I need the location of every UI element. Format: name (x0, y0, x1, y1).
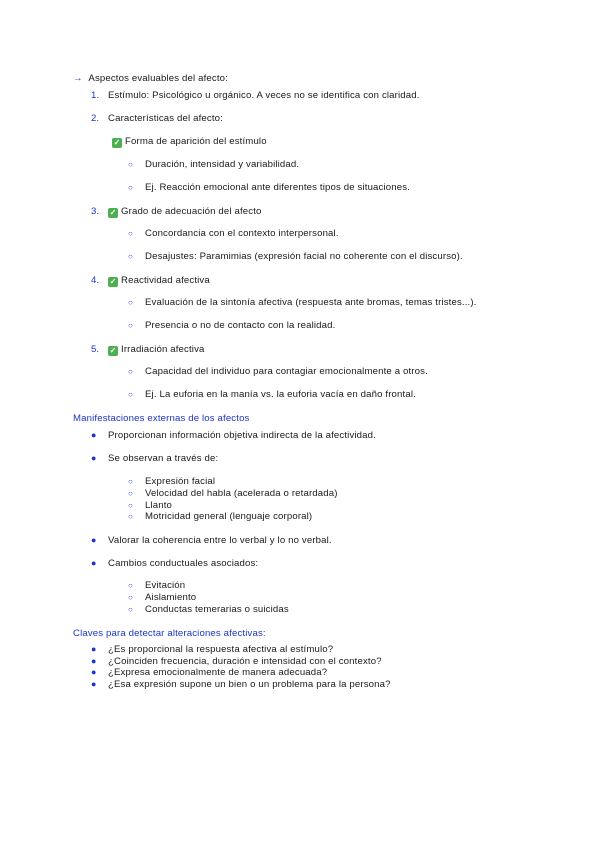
circle-bullet-icon: ○ (128, 321, 133, 330)
sub-item: Capacidad del individuo para contagiar emocionalmente a otros. (145, 366, 428, 377)
bullet-icon: ● (91, 656, 97, 666)
bullet-icon: ● (91, 535, 97, 545)
section-header (73, 73, 228, 84)
circle-bullet-icon: ○ (128, 183, 133, 192)
bullet-item: ¿Esa expresión supone un bien o un problema para la persona? (108, 679, 391, 690)
checked-heading: ✓ Reactividad afectiva (109, 275, 210, 286)
sub-item: Motricidad general (lenguaje corporal) (145, 511, 313, 522)
item-number: 5. (91, 344, 100, 355)
sub-item: Ej. Reacción emocional ante diferentes tipos de situaciones. (145, 182, 410, 193)
bullet-item: Valorar la coherencia entre lo verbal y lo no verbal. (108, 535, 332, 546)
sub-item: Velocidad del habla (acelerada o retardada) (145, 488, 338, 499)
circle-bullet-icon: ○ (128, 501, 133, 510)
circle-bullet-icon: ○ (128, 252, 133, 261)
checked-heading: ✓ Irradiación afectiva (109, 344, 205, 355)
section-title: Aspectos evaluables del afecto: (88, 73, 228, 84)
check-icon: ✓ (113, 138, 121, 147)
checked-heading: ✓ Grado de adecuación del afecto (109, 206, 262, 217)
bullet-item: Proporcionan información objetiva indirecta de la afectividad. (108, 430, 376, 441)
check-icon: ✓ (109, 277, 117, 286)
item-number: 2. (91, 113, 100, 124)
circle-bullet-icon: ○ (128, 581, 133, 590)
sub-item: Evaluación de la sintonía afectiva (respuesta ante bromas, temas tristes...). (145, 297, 477, 308)
bullet-icon: ● (91, 453, 97, 463)
section-heading: Manifestaciones externas de los afectos (73, 413, 250, 424)
sub-item: Desajustes: Paramimias (expresión facial no coherente con el discurso). (145, 251, 463, 262)
bullet-icon: ● (91, 430, 97, 440)
sub-item: Presencia o no de contacto con la realidad. (145, 320, 336, 331)
sub-item: Duración, intensidad y variabilidad. (145, 159, 300, 170)
bullet-icon: ● (91, 644, 97, 654)
circle-bullet-icon: ○ (128, 367, 133, 376)
bullet-icon: ● (91, 679, 97, 689)
circle-bullet-icon: ○ (128, 593, 133, 602)
bullet-item: Cambios conductuales asociados: (108, 558, 259, 569)
bullet-item: Se observan a través de: (108, 453, 219, 464)
section-heading: Claves para detectar alteraciones afectivas: (73, 628, 266, 639)
sub-item: Ej. La euforia en la manía vs. la euforia vacía en daño frontal. (145, 389, 416, 400)
circle-bullet-icon: ○ (128, 489, 133, 498)
check-icon: ✓ (109, 346, 117, 355)
check-icon: ✓ (109, 208, 117, 217)
sub-item: Expresión facial (145, 476, 216, 487)
sub-item: Llanto (145, 500, 173, 511)
sub-item: Conductas temerarias o suicidas (145, 604, 289, 615)
bullet-item: ¿Es proporcional la respuesta afectiva al estímulo? (108, 644, 334, 655)
item-number: 1. (91, 90, 100, 101)
bullet-icon: ● (91, 558, 97, 568)
arrow-icon: → (73, 73, 83, 84)
sub-item: Evitación (145, 580, 186, 591)
sub-item: Aislamiento (145, 592, 197, 603)
circle-bullet-icon: ○ (128, 160, 133, 169)
circle-bullet-icon: ○ (128, 298, 133, 307)
item-number: 4. (91, 275, 100, 286)
item-number: 3. (91, 206, 100, 217)
circle-bullet-icon: ○ (128, 229, 133, 238)
circle-bullet-icon: ○ (128, 390, 133, 399)
item-text: Estímulo: Psicológico u orgánico. A veces no se identifica con claridad. (108, 90, 420, 101)
circle-bullet-icon: ○ (128, 605, 133, 614)
circle-bullet-icon: ○ (128, 512, 133, 521)
sub-item: Concordancia con el contexto interpersonal. (145, 228, 339, 239)
bullet-icon: ● (91, 667, 97, 677)
bullet-item: ¿Expresa emocionalmente de manera adecuada? (108, 667, 328, 678)
bullet-item: ¿Coinciden frecuencia, duración e intensidad con el contexto? (108, 656, 382, 667)
item-text: Características del afecto: (108, 113, 223, 124)
checked-subheading: ✓ Forma de aparición del estímulo (113, 136, 267, 147)
circle-bullet-icon: ○ (128, 477, 133, 486)
